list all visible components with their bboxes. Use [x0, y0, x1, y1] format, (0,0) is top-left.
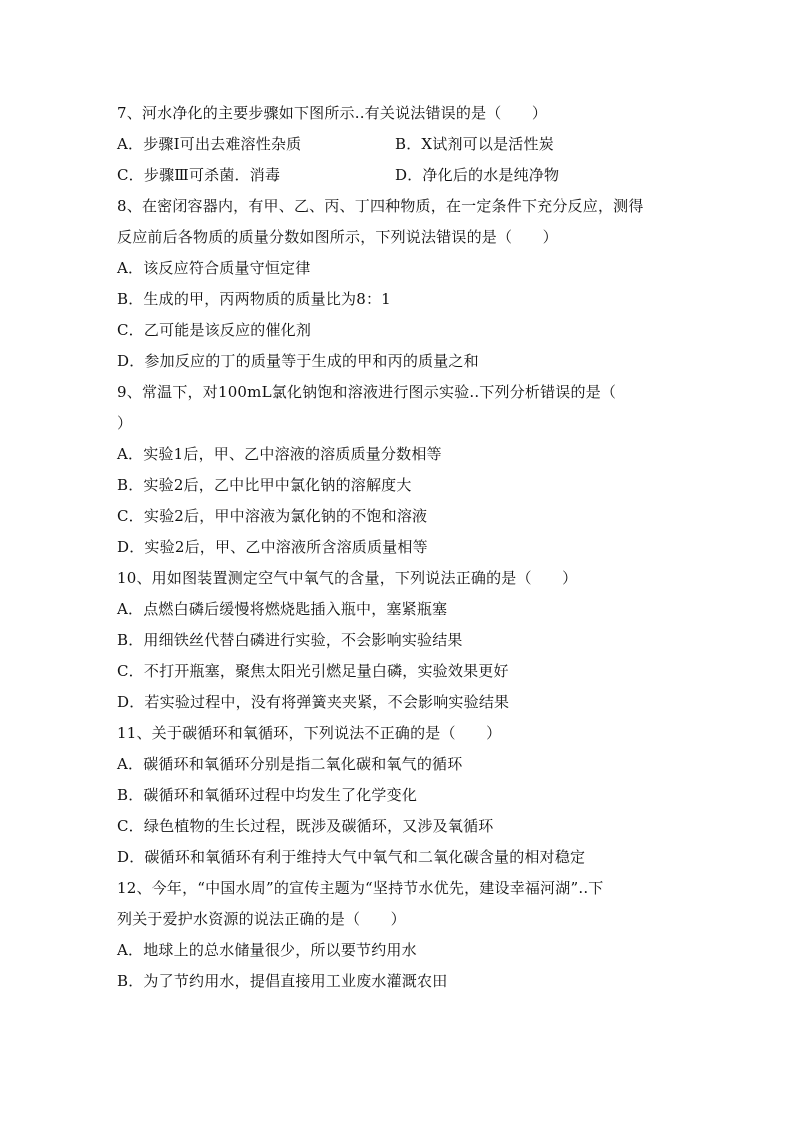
question-10-option-d: D．若实验过程中，没有将弹簧夹夹紧，不会影响实验结果: [117, 693, 510, 711]
question-8-stem-line-2: 反应前后各物质的质量分数如图所示，下列说法错误的是（ ）: [117, 228, 558, 246]
question-9-option-a: A．实验1后，甲、乙中溶液的溶质质量分数相等: [117, 445, 442, 463]
question-10: [117, 563, 677, 718]
question-9-option-b: B．实验2后，乙中比甲中氯化钠的溶解度大: [117, 476, 412, 494]
question-9-stem-line-2: ）: [117, 414, 133, 432]
question-8-option-b: B．生成的甲，丙两物质的质量比为8：1: [117, 290, 391, 308]
question-11: [117, 718, 677, 873]
question-8-option-a: A．该反应符合质量守恒定律: [117, 259, 311, 277]
question-12: [117, 873, 677, 997]
question-7: [117, 98, 677, 191]
question-9: [117, 377, 677, 563]
question-8-stem-line-1: 8、在密闭容器内，有甲、乙、丙、丁四种物质，在一定条件下充分反应，测得: [117, 197, 644, 215]
question-12-option-b: B．为了节约用水，提倡直接用工业废水灌溉农田: [117, 972, 448, 990]
question-10-option-c: C．不打开瓶塞，聚焦太阳光引燃足量白磷，实验效果更好: [117, 662, 509, 680]
question-12-option-a: A．地球上的总水储量很少，所以要节约用水: [117, 941, 417, 959]
question-9-option-d: D．实验2后，甲、乙中溶液所含溶质质量相等: [117, 538, 428, 556]
question-7-option-b: B．X试剂可以是活性炭: [395, 135, 554, 153]
question-11-option-c: C．绿色植物的生长过程，既涉及碳循环，又涉及氧循环: [117, 817, 494, 835]
question-7-options-row-2: [117, 160, 677, 191]
question-8: [117, 191, 677, 377]
question-9-option-c: C．实验2后，甲中溶液为氯化钠的不饱和溶液: [117, 507, 428, 525]
question-7-option-a: A．步骤Ⅰ可出去难溶性杂质: [117, 135, 302, 153]
question-11-stem: 11、关于碳循环和氧循环，下列说法不正确的是（ ）: [117, 724, 502, 742]
question-7-option-d: D．净化后的水是纯净物: [395, 166, 560, 184]
question-8-option-d: D．参加反应的丁的质量等于生成的甲和丙的质量之和: [117, 352, 479, 370]
question-11-option-d: D．碳循环和氧循环有利于维持大气中氧气和二氧化碳含量的相对稳定: [117, 848, 586, 866]
question-11-option-b: B．碳循环和氧循环过程中均发生了化学变化: [117, 786, 418, 804]
question-12-stem-line-2: 列关于爱护水资源的说法正确的是（ ）: [117, 910, 406, 928]
question-12-stem-line-1: 12、今年，“中国水周”的宣传主题为“坚持节水优先，建设幸福河湖”..下: [117, 879, 604, 897]
question-10-option-b: B．用细铁丝代替白磷进行实验，不会影响实验结果: [117, 631, 463, 649]
question-7-stem: 7、河水净化的主要步骤如下图所示..有关说法错误的是（ ）: [117, 104, 548, 122]
question-content: [117, 98, 677, 997]
question-10-stem: 10、用如图装置测定空气中氧气的含量，下列说法正确的是（ ）: [117, 569, 578, 587]
question-9-stem-line-1: 9、常温下，对100mL氯化钠饱和溶液进行图示实验..下列分析错误的是（: [117, 383, 617, 401]
question-10-option-a: A．点燃白磷后缓慢将燃烧匙插入瓶中，塞紧瓶塞: [117, 600, 448, 618]
question-8-option-c: C．乙可能是该反应的催化剂: [117, 321, 312, 339]
question-11-option-a: A．碳循环和氧循环分别是指二氧化碳和氧气的循环: [117, 755, 463, 773]
question-7-options-row-1: [117, 129, 677, 160]
question-7-option-c: C．步骤Ⅲ可杀菌．消毒: [117, 166, 281, 184]
